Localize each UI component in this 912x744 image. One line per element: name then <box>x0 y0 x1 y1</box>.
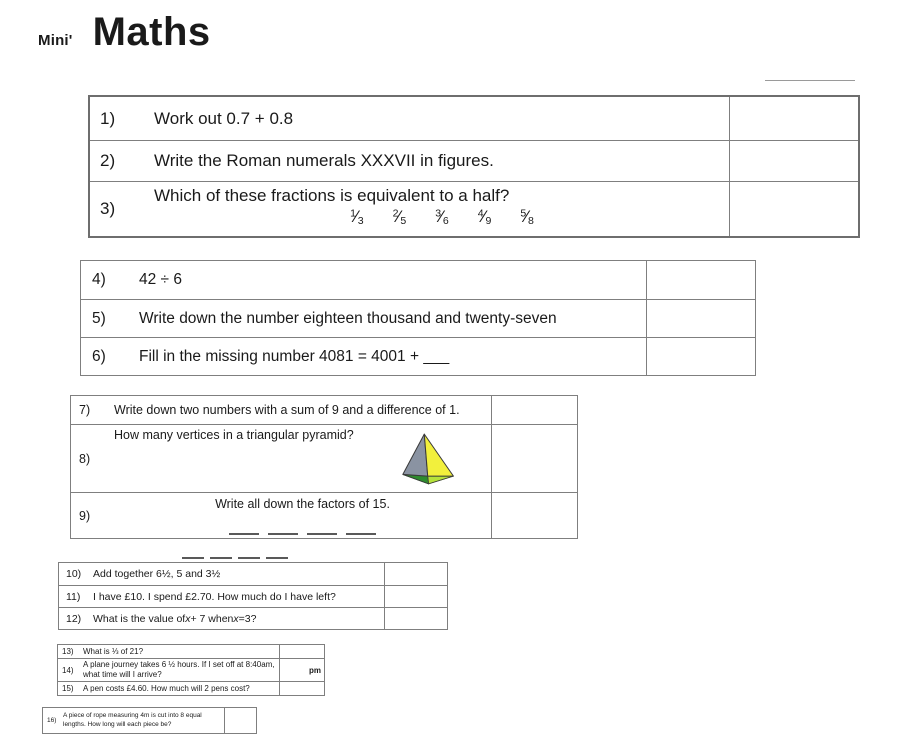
question-number: 14) <box>62 665 74 675</box>
question-row-16 <box>43 708 256 733</box>
question-row-8 <box>71 424 577 492</box>
question-number: 16) <box>47 717 57 724</box>
question-number: 9) <box>79 508 91 523</box>
question-number: 7) <box>79 403 91 417</box>
answer-cell <box>729 182 858 236</box>
question-row-6 <box>81 337 755 375</box>
answer-cell <box>729 97 858 140</box>
answer-blank-line <box>307 533 337 535</box>
question-text: Work out 0.7 + 0.8 <box>154 108 294 128</box>
question-row-9 <box>71 492 577 538</box>
fraction-option: $^5⁄_8$ <box>520 207 533 228</box>
question-text: How many vertices in a triangular pyramid? <box>114 428 354 442</box>
question-text: Which of these fractions is equivalent to a half? <box>154 186 510 205</box>
answer-blank-line <box>210 557 232 559</box>
question-number: 10) <box>66 568 82 580</box>
question-number: 5) <box>92 309 106 327</box>
answer-cell <box>491 425 577 492</box>
title-main: Maths <box>92 10 211 54</box>
answer-blank-line <box>346 533 376 535</box>
question-text: 42 ÷ 6 <box>139 271 182 288</box>
answer-cell <box>224 708 256 733</box>
fraction-options <box>154 207 729 227</box>
questions-table-4 <box>58 562 448 630</box>
question-row-4 <box>81 261 755 299</box>
pyramid-left-face <box>403 434 428 476</box>
question-number: 3) <box>100 199 116 218</box>
answer-cell <box>384 608 447 629</box>
answer-blank-lines <box>114 533 491 535</box>
question-number: 6) <box>92 347 106 365</box>
answer-cell <box>384 586 447 607</box>
fraction-option: $^3⁄_6$ <box>435 207 448 228</box>
question-row-1 <box>90 97 858 140</box>
answer-blank-line <box>268 533 298 535</box>
questions-table-2 <box>80 260 756 376</box>
answer-cell <box>491 396 577 424</box>
question-row-10 <box>59 563 447 585</box>
answer-cell <box>279 682 324 695</box>
question-row-13 <box>58 645 324 658</box>
question-row-15 <box>58 681 324 695</box>
answer-cell <box>729 141 858 181</box>
answer-blank-lines <box>182 557 288 559</box>
question-text: I have £10. I spend £2.70. How much do I have left? <box>93 590 336 603</box>
question-text: Write the Roman numerals XXXVII in figures. <box>154 151 494 170</box>
question-row-11 <box>59 585 447 607</box>
question-number: 15) <box>62 684 74 693</box>
questions-table-5 <box>57 644 325 696</box>
answer-blank-line <box>229 533 259 535</box>
question-text: Write all down the factors of 15. <box>215 497 390 511</box>
question-number: 13) <box>62 647 74 656</box>
question-row-5 <box>81 299 755 337</box>
questions-table-3 <box>70 395 578 539</box>
triangular-pyramid-image <box>396 428 456 490</box>
question-row-14 <box>58 658 324 681</box>
question-number: 11) <box>66 590 81 603</box>
answer-cell-pm: pm <box>279 659 324 681</box>
question-number: 2) <box>100 151 116 170</box>
question-text: What is the value of x + 7 when x =3? <box>93 612 257 625</box>
question-text: What is ⅓ of 21? <box>83 646 144 656</box>
fraction-option: $^2⁄_5$ <box>392 207 406 228</box>
question-text: Write down the number eighteen thousand and twenty-seven <box>139 309 557 327</box>
answer-cell <box>646 261 755 299</box>
question-row-12 <box>59 607 447 629</box>
answer-blank-line <box>266 557 288 559</box>
question-number: 12) <box>66 612 82 625</box>
pyramid-right-face <box>424 434 453 476</box>
question-row-2 <box>90 140 858 181</box>
question-text: Write down two numbers with a sum of 9 and a difference of 1. <box>114 403 460 417</box>
answer-blank-line <box>238 557 260 559</box>
name-blank-line <box>765 80 855 81</box>
questions-table-1 <box>88 95 860 238</box>
question-text: A pen costs £4.60. How much will 2 pens cost? <box>83 683 250 693</box>
title-prefix: Mini' <box>38 32 73 49</box>
answer-cell <box>384 563 447 585</box>
answer-cell <box>491 493 577 538</box>
answer-cell <box>279 645 324 658</box>
answer-cell <box>646 300 755 337</box>
question-body <box>154 182 729 236</box>
fraction-option: $^1⁄_3$ <box>350 207 363 228</box>
question-number: 8) <box>79 451 91 466</box>
question-text: Add together 6½, 5 and 3½ <box>93 568 221 580</box>
question-body <box>114 493 491 538</box>
question-text: A piece of rope measuring 4m is cut into 8 equal lengths. How long will each piece be? <box>63 712 202 728</box>
answer-cell <box>646 338 755 375</box>
question-row-7 <box>71 396 577 424</box>
question-text: A plane journey takes 6 ½ hours. If I set off at 8:40am, what time will I arrive? <box>83 660 275 679</box>
fraction-option: $^4⁄_9$ <box>477 207 491 228</box>
question-text: Fill in the missing number 4081 = 4001 + ___ <box>139 347 450 365</box>
question-row-3 <box>90 181 858 236</box>
question-number: 1) <box>100 108 116 128</box>
answer-blank-line <box>182 557 204 559</box>
question-number: 4) <box>92 271 106 288</box>
questions-table-6 <box>42 707 257 734</box>
page-title <box>38 10 211 55</box>
